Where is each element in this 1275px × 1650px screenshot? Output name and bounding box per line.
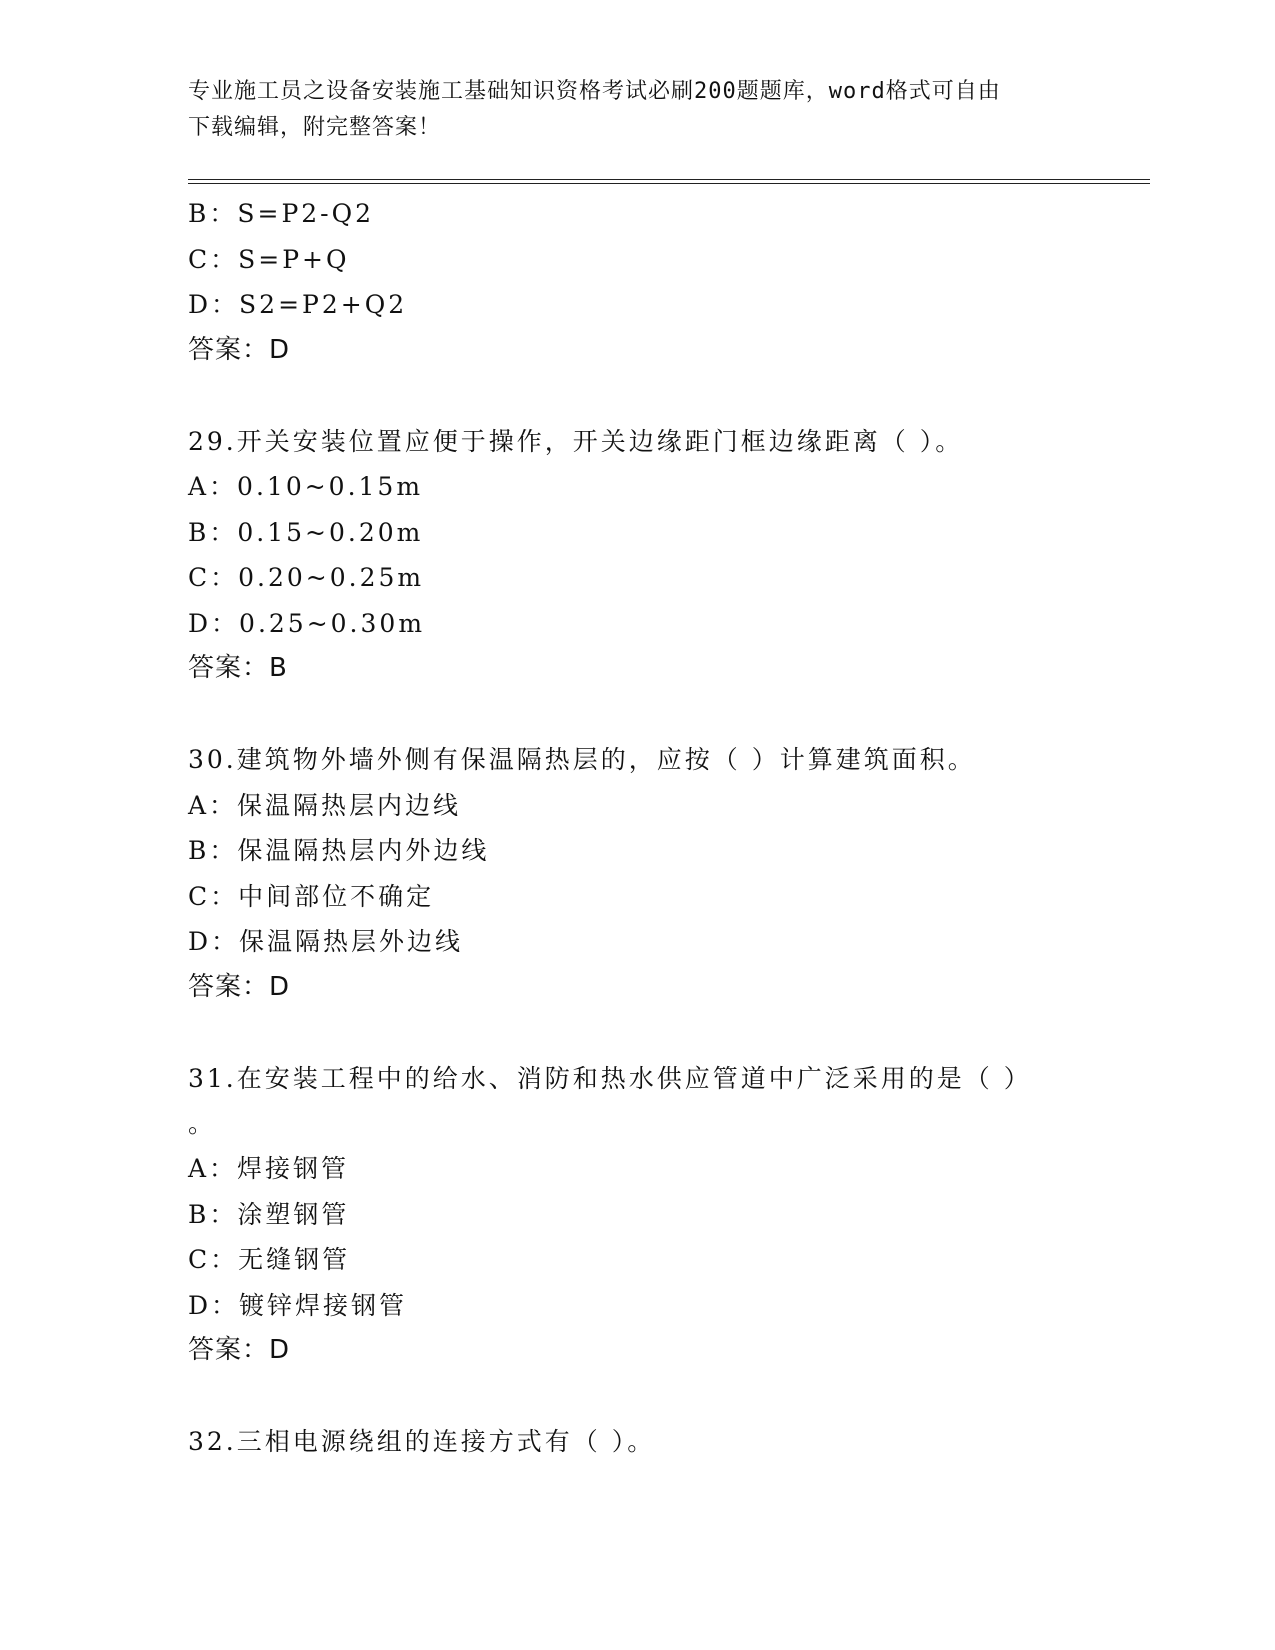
question-31 [188, 1056, 1088, 1374]
option-c: C：0.20~0.25m [188, 563, 425, 592]
option-a: A：保温隔热层内边线 [188, 790, 462, 820]
header-divider-bottom [188, 183, 1150, 184]
question-list [188, 191, 1088, 1465]
option-b: B：0.15~0.20m [188, 517, 424, 547]
question-stem: 31.在安装工程中的给水、消防和热水供应管道中广泛采用的是（ ） [188, 1063, 1032, 1093]
header-divider-top [188, 179, 1150, 180]
option-d: D：0.25~0.30m [188, 608, 426, 638]
header-title-line-1: 专业施工员之设备安装施工基础知识资格考试必刷200题题库，word格式可自由 [188, 79, 1001, 104]
option-d: D：保温隔热层外边线 [188, 927, 464, 956]
question-32 [188, 1419, 1088, 1465]
option-b: B：涂塑钢管 [188, 1199, 350, 1229]
question-29 [188, 419, 1088, 692]
option-d: D：S2=P2+Q2 [188, 290, 408, 319]
option-a: A：0.10~0.15m [188, 472, 424, 501]
question-stem: 32.三相电源绕组的连接方式有（ ）。 [188, 1427, 656, 1456]
question-stem: 30.建筑物外墙外侧有保温隔热层的，应按（ ）计算建筑面积。 [188, 745, 976, 774]
option-c: C：S=P+Q [188, 244, 350, 274]
answer: 答案：D [188, 334, 291, 365]
question-30 [188, 737, 1088, 1010]
option-a: A：焊接钢管 [188, 1154, 350, 1183]
option-c: C：中间部位不确定 [188, 881, 435, 911]
spacer [188, 373, 1088, 419]
spacer [188, 1010, 1088, 1056]
question-stem-continuation: 。 [188, 1109, 217, 1138]
answer: 答案：B [188, 653, 288, 683]
answer: 答案：D [188, 1335, 291, 1365]
question-28 [188, 191, 1088, 373]
spacer [188, 692, 1088, 738]
option-d: D：镀锌焊接钢管 [188, 1290, 408, 1320]
document-header [188, 74, 1068, 146]
header-title-line-2: 下载编辑，附完整答案！ [188, 115, 442, 140]
option-b: B：保温隔热层内外边线 [188, 836, 490, 865]
option-b: B：S=P2-Q2 [188, 199, 375, 228]
spacer [188, 1374, 1088, 1420]
answer: 答案：D [188, 971, 291, 1002]
question-stem: 29.开关安装位置应便于操作，开关边缘距门框边缘距离（ ）。 [188, 426, 964, 456]
option-c: C：无缝钢管 [188, 1245, 351, 1274]
